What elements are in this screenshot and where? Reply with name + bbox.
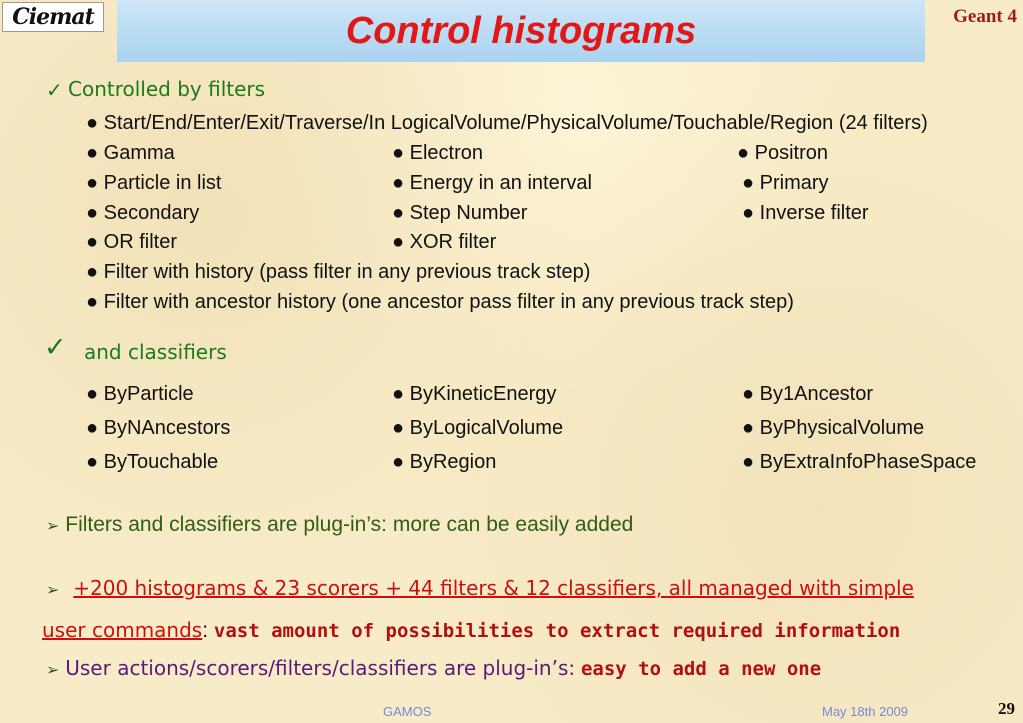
filter-inverse: ● Inverse filter	[742, 202, 869, 224]
filter-volume-list: ● Start/End/Enter/Exit/Traverse/In LogicalVolume/PhysicalVolume/Touchable/Region (24 filters)	[86, 112, 928, 134]
plugins-note-text: Filters and classifiers are plug-in’s: more can be easily added	[65, 513, 634, 536]
filters-heading: Controlled by filters	[68, 77, 266, 101]
classifier-by-touchable: ● ByTouchable	[86, 451, 219, 473]
classifier-by-region: ● ByRegion	[392, 451, 497, 473]
classifier-by-n-ancestors: ● ByNAncestors	[86, 417, 231, 439]
filter-primary: ● Primary	[742, 172, 829, 194]
classifier-by-physical-volume: ● ByPhysicalVolume	[742, 417, 925, 439]
arrow-bullet-icon: ➢	[46, 660, 60, 679]
slide-title: Control histograms	[345, 9, 697, 52]
check-icon: ✓	[44, 332, 67, 363]
classifier-by-1-ancestor: ● By1Ancestor	[742, 383, 874, 405]
check-icon: ✓	[46, 78, 63, 102]
filter-particle-in-list: ● Particle in list	[86, 172, 222, 194]
user-actions-line	[46, 656, 821, 681]
summary-underlined-2: user commands	[42, 618, 203, 642]
filter-positron: ● Positron	[737, 142, 829, 164]
summary-underlined-1: +200 histograms & 23 scorers + 44 filters & 12 classifiers, all managed with simple	[73, 576, 914, 600]
user-actions-bold: easy to add a new one	[580, 658, 822, 680]
user-actions-text: User actions/scorers/filters/classifiers are plug-in’s:	[65, 656, 576, 680]
filter-electron: ● Electron	[392, 142, 484, 164]
title-bar	[117, 0, 925, 62]
filter-or: ● OR filter	[86, 231, 177, 253]
filter-xor: ● XOR filter	[392, 231, 497, 253]
ciemat-logo	[2, 2, 104, 32]
footer-date: May 18th 2009	[822, 704, 909, 719]
summary-line-2	[42, 618, 900, 643]
filter-history: ● Filter with history (pass filter in any previous track step)	[86, 261, 591, 283]
logo-text: Ciemat	[12, 4, 94, 30]
classifier-by-kinetic-energy: ● ByKineticEnergy	[392, 383, 557, 405]
summary-line-1	[46, 576, 914, 601]
summary-bold: vast amount of possibilities to extract required information	[213, 620, 901, 642]
filter-ancestor-history: ● Filter with ancestor history (one ancestor pass filter in any previous track step)	[86, 291, 794, 313]
footer-left: GAMOS	[383, 704, 432, 719]
filter-secondary: ● Secondary	[86, 202, 200, 224]
arrow-bullet-icon: ➢	[46, 516, 60, 535]
geant4-label: Geant 4	[953, 6, 1017, 27]
classifiers-heading: and classifiers	[84, 340, 227, 364]
page-number: 29	[998, 699, 1015, 718]
arrow-bullet-icon: ➢	[46, 580, 60, 599]
classifier-by-particle: ● ByParticle	[86, 383, 194, 405]
summary-colon: :	[202, 619, 209, 642]
plugins-note	[46, 513, 633, 537]
filter-step-number: ● Step Number	[392, 202, 528, 224]
filter-energy-interval: ● Energy in an interval	[392, 172, 592, 194]
classifier-by-logical-volume: ● ByLogicalVolume	[392, 417, 564, 439]
classifier-by-extra-info-phase-space: ● ByExtraInfoPhaseSpace	[742, 451, 977, 473]
filter-gamma: ● Gamma	[86, 142, 175, 164]
